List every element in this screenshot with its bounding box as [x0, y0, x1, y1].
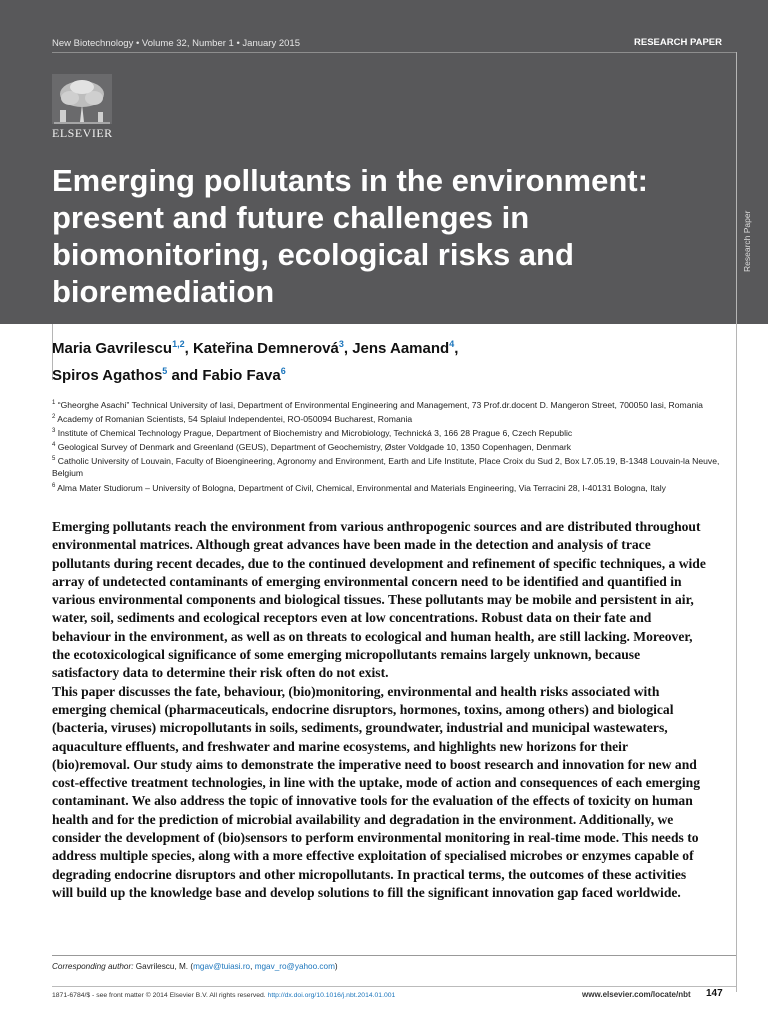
copyright-line: 1871-6784/$ - see front matter © 2014 Elsevier B.V. All rights reserved. http://dx.doi.org/10.1016/j.nbt.2014.01.001 [52, 992, 396, 999]
affiliations [52, 397, 728, 494]
author: Spiros Agathos$^5$ and [52, 366, 203, 384]
footnote-rule [52, 955, 736, 956]
abstract-paragraph-1: Emerging pollutants reach the environment from various anthropogenic sources and are distributed throughout environmental matrices. Although great advances have been made in the detection and analysis of trace pollutants during recent decades, due to the continued development and refinement of specific techniques, a wide array of undetected contaminants of emerging environmental concern need to be identified and quantified in various environmental components and biological tissues. These pollutants may be mobile and persistent in air, water, soil, sediments and ecological receptors even at low concentrations. Robust data on their fate and behaviour in the environment, as well as on threats to ecological and human health, are still lacking. Moreover, the ecotoxicological significance of some emerging micropollutants remains largely unknown, because satisfactory data to determine their risk often do not exist. [52, 519, 706, 681]
author-list [52, 333, 712, 387]
abstract [52, 518, 708, 902]
side-section-label: Research Paper [742, 210, 752, 272]
journal-citation: New Biotechnology • Volume 32, Number 1 • January 2015 [52, 38, 300, 49]
paper-title: Emerging pollutants in the environment: present and future challenges in biomonitoring, ecological risks and bioremediation [52, 163, 648, 309]
email-link[interactable]: mgav_ro@yahoo.com [254, 962, 335, 971]
affiliation-item: $^6$ Alma Mater Studiorum – University of Bologna, Department of Civil, Chemical, Environmental and Materials Engineering, Via Terracini 28, I-40131 Bologna, Italy [52, 482, 666, 493]
affiliation-item: $^4$ Geological Survey of Denmark and Greenland (GEUS), Department of Geochemistry, Øster Voldgade 10, 1350 Copenhagen, Denmark [52, 442, 572, 453]
footer-rule [52, 986, 736, 987]
journal-site-link[interactable]: www.elsevier.com/locate/nbt [582, 990, 691, 999]
affiliation-item: $^1$ “Gheorghe Asachi” Technical University of Iasi, Department of Environmental Engineering and Management, 73 Prof.dr.docent D. Mangeron Street, 700050 Iasi, Romania [52, 399, 703, 410]
title-banner [0, 0, 768, 324]
publisher-name: ELSEVIER [52, 126, 113, 140]
email-link[interactable]: mgav@tuiasi.ro [193, 962, 251, 971]
page-number: 147 [706, 988, 723, 999]
header-rule [52, 52, 736, 53]
page-frame-right [736, 52, 737, 992]
section-label: RESEARCH PAPER [634, 37, 722, 48]
doi-link[interactable]: http://dx.doi.org/10.1016/j.nbt.2014.01.001 [267, 992, 396, 999]
affiliation-item: $^5$ Catholic University of Louvain, Faculty of Bioengineering, Agronomy and Environment, Earth and Life Institute, Place Croix du Sud 2, Box L7.05.19, B-1348 Louvain-la Neuve, Belgium [52, 456, 720, 479]
author: Fabio Fava$^6$ [202, 366, 286, 384]
author: Kateřina Demnerová$^3$, [192, 339, 353, 357]
affiliation-item: $^3$ Institute of Chemical Technology Prague, Department of Biochemistry and Microbiology, Technická 3, 166 28 Prague 6, Czech Republic [52, 427, 573, 438]
author: Maria Gavrilescu$^{1,2}$, [52, 339, 193, 357]
abstract-paragraph-2: This paper discusses the fate, behaviour, (bio)monitoring, environmental and health risks associated with emerging chemical (pharmaceuticals, endocrine disruptors, hormones, toxins, among others) and biological (bacteria, viruses) micropollutants in soils, sediments, groundwater, industrial and municipal wastewaters, aquaculture effluents, and freshwater and marine ecosystems, and highlights new horizons for their (bio)removal. Our study aims to demonstrate the imperative need to boost research and innovation for new and cost-effective treatment technologies, in line with the uptake, mode of action and consequences of each emerging contaminant. We also address the topic of innovative tools for the evaluation of the effects of toxicity on human health and for the prediction of microbial availability and degradation in the environment. Additionally, we consider the development of (bio)sensors to perform environmental monitoring in real-time mode. This needs to address multiple species, along with a more effective exploitation of specialised microbes or enzymes capable of degrading endocrine disruptors and other micropollutants. In practical terms, the outcomes of these activities will build up the knowledge base and develop solutions to fill the significant innovation gap faced worldwide. [52, 683, 700, 900]
author: Jens Aamand$^4$, [352, 339, 459, 357]
affiliation-item: $^2$ Academy of Romanian Scientists, 54 Splaiul Independentei, RO-050094 Bucharest, Romania [52, 413, 413, 424]
corresponding-author: Corresponding author: Gavrilescu, M. (mgav@tuiasi.ro, mgav_ro@yahoo.com) [52, 962, 338, 971]
